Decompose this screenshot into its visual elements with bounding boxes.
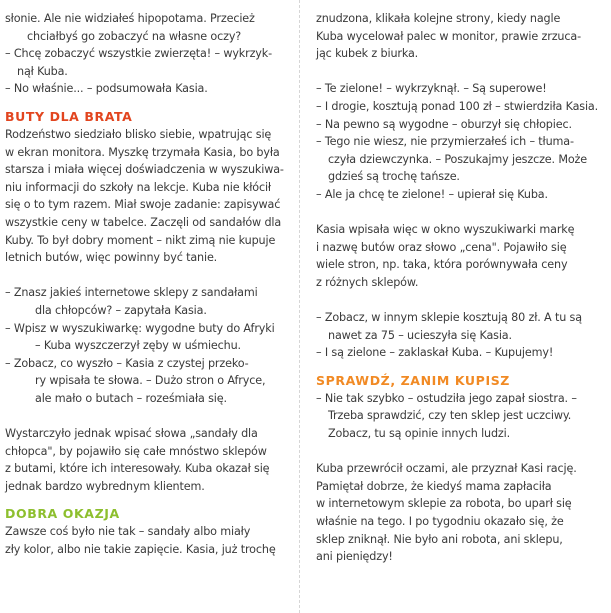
section1-paragraph2 xyxy=(5,425,285,495)
section1-dialogue xyxy=(5,284,285,407)
text-line: nął Kuba. xyxy=(17,64,68,78)
text-line: Kuba przewrócił oczami, ale przyznał Kasi rację. xyxy=(316,462,577,476)
text-line: z różnych sklepów. xyxy=(316,275,419,289)
left-intro xyxy=(5,10,285,98)
text-line: w internetowym sklepie za robota, bo uparł się xyxy=(316,497,572,511)
text-line: w ekran monitora. Myszkę trzymała Kasia, bo była xyxy=(5,145,280,159)
text-line: ani pieniędzy! xyxy=(316,550,393,564)
text-line: ale mało o butach – roześmiała się. xyxy=(35,391,227,405)
column-divider xyxy=(299,0,300,613)
text-line: chłopca", by pojawiło się całe mnóstwo sklepów xyxy=(5,444,267,458)
text-line: starsza i miała więcej doświadczenia w wyszukiwa- xyxy=(5,163,284,177)
text-line: z butami, które ich interesowały. Kuba okazał się xyxy=(5,462,270,476)
text-line: Zawsze coś było nie tak – sandały albo miały xyxy=(5,525,251,539)
text-line: wszystkie ceny w tabelce. Zaczęli od sandałów dla xyxy=(5,215,282,229)
text-line: – Kuba wyszczerzył zęby w uśmiechu. xyxy=(35,339,241,353)
text-line: wiele stron, np. taka, która porównywała ceny xyxy=(316,258,568,272)
text-line: sklep zniknął. Nie było ani robota, ani sklepu, xyxy=(316,532,563,546)
text-line: – Wpisz w wyszukiwarkę: wygodne buty do Afryki xyxy=(5,321,275,335)
right-dialogue2 xyxy=(316,309,606,362)
text-line: jąc kubek z biurka. xyxy=(316,47,419,61)
section3-dialogue xyxy=(316,390,606,443)
text-line: letnich butów, więc powinny być tanie. xyxy=(5,251,218,265)
spacer xyxy=(316,63,606,81)
spacer xyxy=(5,267,285,285)
text-line: gdzieś są trochę tańsze. xyxy=(328,170,460,184)
text-line: słonie. Ale nie widziałeś hipopotama. Przecież xyxy=(5,12,255,25)
text-line: Wystarczyło jednak wpisać słowa „sandały dla xyxy=(5,427,258,441)
text-line: chciałbyś go zobaczyć na własne oczy? xyxy=(27,29,242,43)
right-intro xyxy=(316,10,606,63)
text-line: nawet za 75 – ucieszyła się Kasia. xyxy=(328,328,512,342)
text-line: się o to tym razem. Miał swoje zadanie: zapisywać xyxy=(5,198,281,212)
text-line: – Na pewno są wygodne – oburzył się chłopiec. xyxy=(316,117,572,131)
text-line: – Chcę zobaczyć wszystkie zwierzęta! – wykrzyk- xyxy=(5,47,272,61)
spacer xyxy=(316,443,606,461)
text-line: – Ale ja chcę te zielone! – upierał się Kuba. xyxy=(316,187,548,201)
text-line: – Te zielone! – wykrzyknął. – Są superowe! xyxy=(316,82,547,96)
text-line: właśnie na tego. I po tygodniu okazało się, że xyxy=(316,515,564,529)
section3-paragraph xyxy=(316,460,606,566)
text-line: dla chłopców? – zapytała Kasia. xyxy=(35,303,207,317)
text-line: Kasia wpisała więc w okno wyszukiwarki markę xyxy=(316,223,575,237)
text-line: – I są zielone – zaklaskał Kuba. – Kupujemy! xyxy=(316,346,554,360)
text-line: niu informacji do szkoły na lekcje. Kuba nie kłócił xyxy=(5,180,271,194)
text-line: Zobacz, tu są opinie innych ludzi. xyxy=(328,427,511,441)
section-heading-sprawdz-zanim-kupisz: SPRAWDŹ, ZANIM KUPISZ xyxy=(316,372,510,388)
text-line: zły kolor, albo nie takie zapięcie. Kasia, już trochę xyxy=(5,543,276,557)
text-line: – Nie tak szybko – ostudziła jego zapał siostra. – xyxy=(316,391,577,405)
spacer xyxy=(316,204,606,222)
text-line: Kuby. To był dobry moment – nikt zimą nie kupuje xyxy=(5,233,276,247)
text-line: znudzona, klikała kolejne strony, kiedy nagle xyxy=(316,12,561,25)
text-line: ry wpisała te słowa. – Dużo stron o Afryce, xyxy=(35,374,266,388)
text-line: – Zobacz, co wyszło – Kasia z czystej przeko- xyxy=(5,356,249,370)
text-line: – I drogie, kosztują ponad 100 zł – stwierdziła Kasia. xyxy=(316,99,599,113)
section1-paragraph1 xyxy=(5,126,285,267)
text-line: i nazwę butów oraz słowo „cena". Pojawiło się xyxy=(316,240,567,254)
text-line: jednak bardzo wybrednym klientem. xyxy=(5,479,205,493)
left-column xyxy=(5,10,285,559)
text-line: Rodzeństwo siedziało blisko siebie, wpatrując się xyxy=(5,127,272,141)
right-column xyxy=(316,10,606,566)
text-line: – Zobacz, w innym sklepie kosztują 80 zł. A tu są xyxy=(316,311,582,325)
section2-paragraph xyxy=(5,523,285,558)
section-heading-dobra-okazja: DOBRA OKAZJA xyxy=(5,506,120,522)
right-paragraph xyxy=(316,221,606,291)
text-line: Pamiętał dobrze, że kiedyś mama zapłaciła xyxy=(316,479,552,493)
text-line: – No właśnie... – podsumowała Kasia. xyxy=(5,82,208,96)
spacer xyxy=(5,407,285,425)
spacer xyxy=(316,292,606,310)
text-line: Trzeba sprawdzić, czy ten sklep jest uczciwy. xyxy=(328,409,572,423)
right-dialogue1 xyxy=(316,80,606,203)
text-line: – Tego nie wiesz, nie przymierzałeś ich – tłuma- xyxy=(316,135,574,149)
text-line: Kuba wycelował palec w monitor, prawie zrzuca- xyxy=(316,29,581,43)
text-line: – Znasz jakieś internetowe sklepy z sandałami xyxy=(5,286,258,300)
section-heading-buty-dla-brata: BUTY DLA BRATA xyxy=(5,108,133,124)
text-line: czyła dziewczynka. – Poszukajmy jeszcze. Może xyxy=(328,152,588,166)
